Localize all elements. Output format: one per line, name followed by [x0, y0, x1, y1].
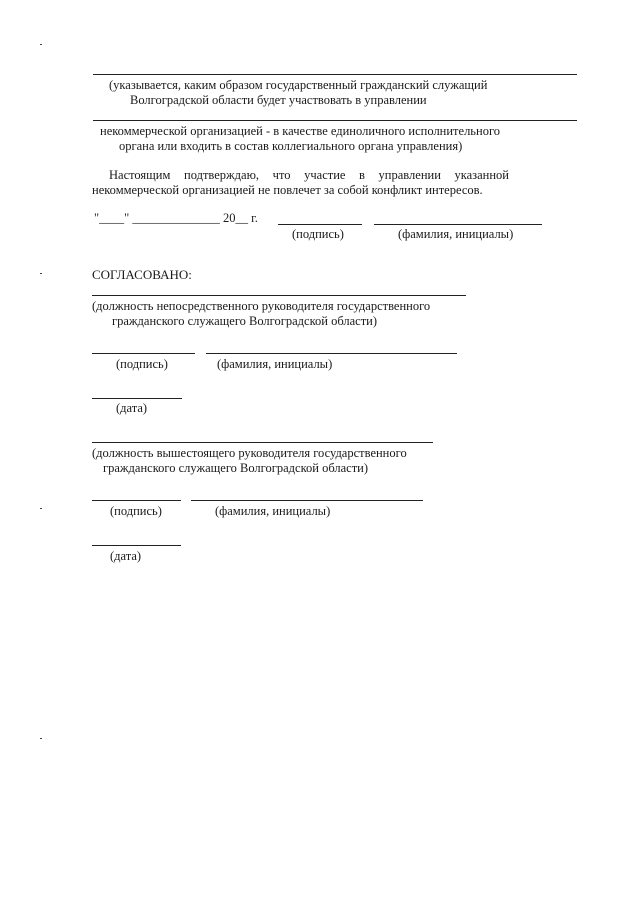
position-caption: (должность вышестоящего руководителя государственного — [92, 446, 407, 460]
name-line — [374, 224, 542, 225]
scan-speck — [40, 44, 42, 45]
name-caption: (фамилия, инициалы) — [398, 227, 514, 241]
signature-caption: (подпись) — [116, 357, 168, 371]
scan-speck — [40, 508, 42, 509]
instruction-text: (указывается, каким образом государственный гражданский служащий — [109, 78, 488, 92]
position-line — [92, 295, 466, 296]
name-line — [206, 353, 457, 354]
date-caption: (дата) — [110, 549, 142, 563]
position-caption: гражданского служащего Волгоградской области) — [103, 461, 369, 475]
date-field: "____" ______________ 20__ г. — [94, 211, 258, 225]
date-line — [92, 545, 181, 546]
name-caption: (фамилия, инициалы) — [215, 504, 331, 518]
instruction-text: органа или входить в состав коллегиального органа управления) — [119, 139, 463, 153]
position-line — [92, 442, 433, 443]
signature-caption: (подпись) — [292, 227, 344, 241]
instruction-text: некоммерческой организацией - в качестве единоличного исполнительного — [100, 124, 501, 138]
scan-speck — [40, 738, 42, 739]
confirmation-text: некоммерческой организацией не повлечет за собой конфликт интересов. — [92, 183, 483, 197]
approval-heading: СОГЛАСОВАНО: — [92, 267, 192, 282]
position-caption: гражданского служащего Волгоградской области) — [112, 314, 378, 328]
instruction-text: Волгоградской области будет участвовать в управлении — [130, 93, 427, 107]
date-line — [92, 398, 182, 399]
name-line — [191, 500, 423, 501]
participation-method-line — [93, 120, 577, 121]
signature-caption: (подпись) — [110, 504, 162, 518]
confirmation-text: Настоящим подтверждаю, что участие в управлении указанной — [109, 168, 509, 182]
position-caption: (должность непосредственного руководителя государственного — [92, 299, 431, 313]
participation-method-line — [93, 74, 577, 75]
signature-line — [278, 224, 362, 225]
date-caption: (дата) — [116, 401, 148, 415]
signature-line — [92, 353, 195, 354]
name-caption: (фамилия, инициалы) — [217, 357, 333, 371]
signature-line — [92, 500, 181, 501]
scan-speck — [40, 273, 42, 274]
